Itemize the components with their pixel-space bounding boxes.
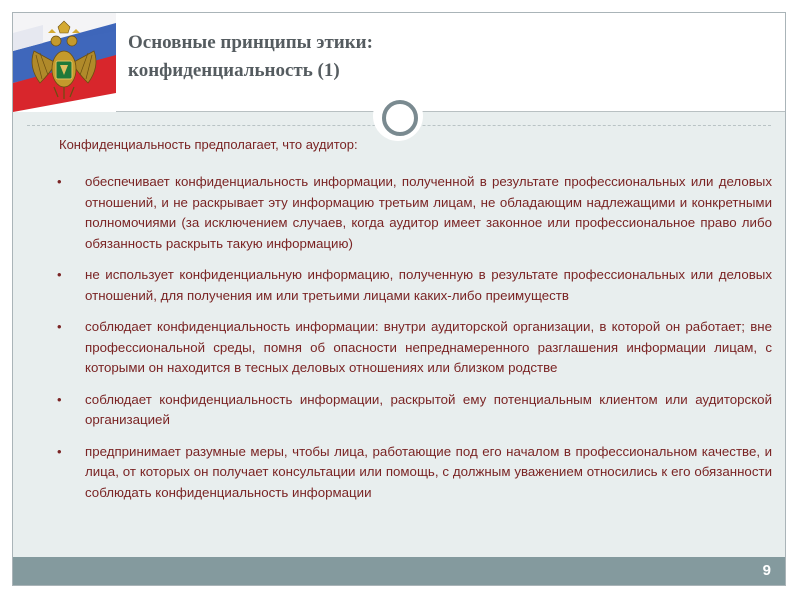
list-item [57,172,772,254]
list-item-text: предпринимает разумные меры, чтобы лица, работающие под его началом в профессиональном качестве, и лица, от которых он получает консультации или помощь, с должным уважением относились к его обязанности соблюдать конфиденциальность информации [85,443,772,500]
bullet-icon: • [57,319,62,334]
page-title [128,29,373,85]
bullet-list [57,172,772,514]
list-item-text: соблюдает конфиденциальность информации, раскрытой ему потенциальным клиентом или аудиторской организацией [85,391,772,427]
ring-icon [382,100,418,136]
list-item-text: обеспечивает конфиденциальность информации, полученной в результате профессиональных или деловых отношений, и не раскрывает эту информацию третьим лицам, не обладающим надлежащими и конкретными полномочиями (за исключением случаев, когда аудитор имеет законное или профессиональное право либо обязанность раскрыть такую информацию) [85,174,772,251]
bullet-icon: • [57,174,62,189]
bullet-icon: • [57,391,62,407]
slide [12,12,786,586]
list-item [57,317,772,379]
bullet-icon: • [57,267,62,282]
header-divider [116,111,785,112]
intro-text: Конфиденциальность предполагает, что аудитор: [59,137,358,152]
page-number: 9 [762,562,771,579]
list-item-text: не использует конфиденциальную информацию, полученную в результате профессиональных или деловых отношений, для получения им или третьими лицами каких-либо преимуществ [85,267,772,303]
bullet-icon: • [57,443,62,459]
list-item [57,265,772,306]
russian-coat-of-arms-flag-icon [13,13,116,112]
list-item-text: соблюдает конфиденциальность информации: внутри аудиторской организации, в которой он работает; вне профессиональной среды, помня об опасности непреднамеренного разглашения информации лицам, с которыми он находится в тесных деловых отношениях или близком родстве [85,319,772,375]
list-item [57,442,772,504]
list-item [57,390,772,431]
footer-bar [13,557,785,585]
title-line-1: Основные принципы этики: [128,32,373,53]
logo [13,13,116,112]
title-line-2: конфиденциальность (1) [128,60,340,81]
